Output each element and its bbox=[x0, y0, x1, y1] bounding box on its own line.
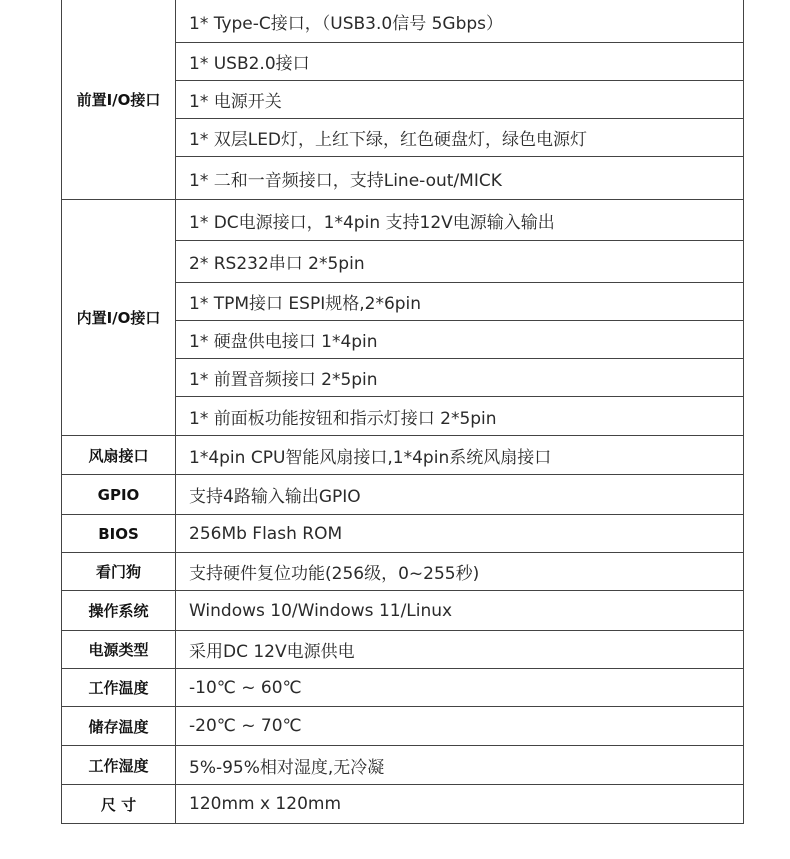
cell-value: 256Mb Flash ROM bbox=[176, 515, 744, 553]
cell-value: 1* 二和一音频接口，支持Line-out/MICK bbox=[176, 157, 744, 200]
cell-value: 1* 电源开关 bbox=[176, 81, 744, 119]
cell-value: 2* RS232串口 2*5pin bbox=[176, 241, 744, 283]
cell-value: Windows 10/Windows 11/Linux bbox=[176, 591, 744, 631]
row-label-fan: 风扇接口 bbox=[62, 436, 176, 475]
table-row bbox=[62, 631, 744, 669]
cell-value: 1* 硬盘供电接口 1*4pin bbox=[176, 321, 744, 359]
table-row bbox=[62, 475, 744, 515]
row-label-front-io: 前置I/O接口 bbox=[62, 0, 176, 200]
row-label-os: 操作系统 bbox=[62, 591, 176, 631]
table-row bbox=[62, 515, 744, 553]
spec-table bbox=[61, 0, 744, 824]
table-row bbox=[62, 0, 744, 43]
row-label-watchdog: 看门狗 bbox=[62, 553, 176, 591]
row-label-dimensions: 尺 寸 bbox=[62, 785, 176, 824]
cell-value: 1* TPM接口 ESPI规格,2*6pin bbox=[176, 283, 744, 321]
table-row bbox=[62, 200, 744, 241]
row-label-power-type: 电源类型 bbox=[62, 631, 176, 669]
table-row bbox=[62, 669, 744, 707]
cell-value: 支持4路输入输出GPIO bbox=[176, 475, 744, 515]
table-row bbox=[62, 707, 744, 746]
row-label-bios: BIOS bbox=[62, 515, 176, 553]
cell-value: 1*4pin CPU智能风扇接口,1*4pin系统风扇接口 bbox=[176, 436, 744, 475]
table-row bbox=[62, 785, 744, 824]
cell-value: 1* Type-C接口，（USB3.0信号 5Gbps） bbox=[176, 0, 744, 43]
row-label-humidity: 工作湿度 bbox=[62, 746, 176, 785]
cell-value: 1* 前置音频接口 2*5pin bbox=[176, 359, 744, 397]
row-label-gpio: GPIO bbox=[62, 475, 176, 515]
row-label-internal-io: 内置I/O接口 bbox=[62, 200, 176, 436]
cell-value: 1* 双层LED灯，上红下绿，红色硬盘灯，绿色电源灯 bbox=[176, 119, 744, 157]
cell-value: 1* USB2.0接口 bbox=[176, 43, 744, 81]
table-row bbox=[62, 746, 744, 785]
cell-value: 5%-95%相对湿度,无冷凝 bbox=[176, 746, 744, 785]
cell-value: 120mm x 120mm bbox=[176, 785, 744, 824]
table-row bbox=[62, 591, 744, 631]
cell-value: 采用DC 12V电源供电 bbox=[176, 631, 744, 669]
table-row bbox=[62, 553, 744, 591]
row-label-storage-temp: 储存温度 bbox=[62, 707, 176, 746]
cell-value: -10℃ ~ 60℃ bbox=[176, 669, 744, 707]
cell-value: 支持硬件复位功能(256级，0~255秒) bbox=[176, 553, 744, 591]
cell-value: 1* 前面板功能按钮和指示灯接口 2*5pin bbox=[176, 397, 744, 436]
row-label-operating-temp: 工作温度 bbox=[62, 669, 176, 707]
table-row bbox=[62, 436, 744, 475]
cell-value: -20℃ ~ 70℃ bbox=[176, 707, 744, 746]
cell-value: 1* DC电源接口，1*4pin 支持12V电源输入输出 bbox=[176, 200, 744, 241]
